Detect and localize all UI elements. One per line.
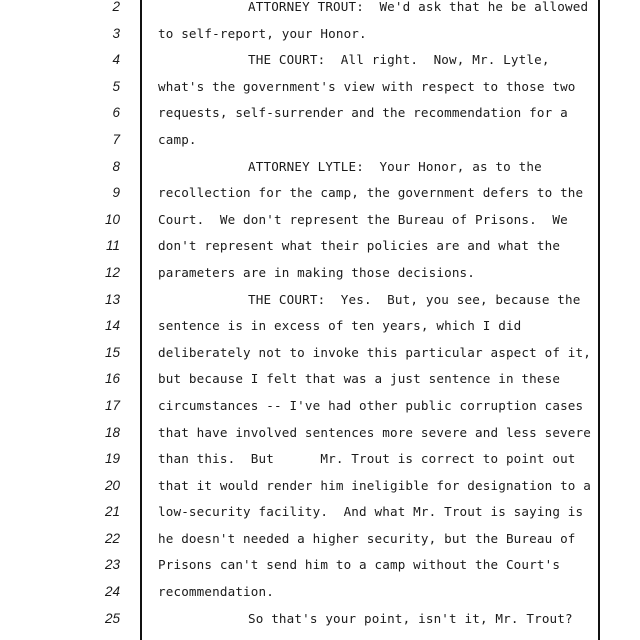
- line-text: THE COURT: All right. Now, Mr. Lytle,: [248, 52, 550, 68]
- line-text: low-security facility. And what Mr. Trout is saying is: [158, 504, 584, 520]
- line-text: sentence is in excess of ten years, which I did: [158, 318, 522, 334]
- line-text: recommendation.: [158, 584, 274, 600]
- line-number: 25: [104, 610, 120, 626]
- transcript-line: [0, 127, 640, 154]
- line-text: that it would render him ineligible for designation to a: [158, 477, 591, 493]
- transcript-line: [0, 154, 640, 181]
- line-number: 23: [104, 557, 120, 573]
- transcript-line: [0, 446, 640, 473]
- transcript-line: [0, 499, 640, 526]
- transcript-line: [0, 47, 640, 74]
- transcript-line: [0, 606, 640, 633]
- line-number: 8: [112, 158, 120, 174]
- line-number: 18: [104, 424, 120, 440]
- line-text: parameters are in making those decisions.: [158, 264, 476, 280]
- transcript-line: [0, 207, 640, 234]
- line-text: deliberately not to invoke this particular aspect of it,: [158, 344, 591, 360]
- line-number: 7: [112, 131, 120, 147]
- line-number: 11: [105, 238, 120, 254]
- transcript-line: [0, 473, 640, 500]
- transcript-line: [0, 552, 640, 579]
- line-number: 2: [112, 0, 120, 14]
- transcript-line: [0, 366, 640, 393]
- line-number: 12: [104, 264, 120, 280]
- transcript-line: [0, 100, 640, 127]
- line-text: but because I felt that was a just sentence in these: [158, 371, 561, 387]
- line-text: he doesn't needed a higher security, but the Bureau of: [158, 530, 576, 546]
- transcript-line: [0, 393, 640, 420]
- line-text: that have involved sentences more severe and less severe: [158, 424, 591, 440]
- transcript-line: [0, 287, 640, 314]
- line-text: what's the government's view with respect to those two: [158, 78, 576, 94]
- line-number: 19: [104, 451, 120, 467]
- line-number: 21: [104, 504, 120, 520]
- line-number: 13: [104, 291, 120, 307]
- line-text: camp.: [158, 131, 197, 147]
- line-text: requests, self-surrender and the recommendation for a: [158, 105, 568, 121]
- line-text: than this. But Mr. Trout is correct to point out: [158, 451, 576, 467]
- line-number: 24: [104, 584, 120, 600]
- line-number: 6: [112, 105, 120, 121]
- line-number: 3: [112, 25, 120, 41]
- transcript-line: [0, 180, 640, 207]
- line-number: 17: [104, 397, 120, 413]
- line-number: 20: [104, 477, 120, 493]
- line-number: 10: [104, 211, 120, 227]
- line-text: THE COURT: Yes. But, you see, because the: [248, 291, 581, 307]
- line-text: Court. We don't represent the Bureau of Prisons. We: [158, 211, 568, 227]
- line-text: recollection for the camp, the government defers to the: [158, 185, 584, 201]
- transcript-line: [0, 420, 640, 447]
- transcript-line: [0, 74, 640, 101]
- transcript-line: [0, 21, 640, 48]
- line-text: circumstances -- I've had other public corruption cases: [158, 397, 584, 413]
- line-number: 22: [104, 530, 120, 546]
- transcript-line: [0, 233, 640, 260]
- line-text: So that's your point, isn't it, Mr. Trout?: [248, 610, 573, 626]
- line-text: don't represent what their policies are and what the: [158, 238, 561, 254]
- transcript-line: [0, 579, 640, 606]
- transcript-line: [0, 260, 640, 287]
- line-number: 15: [104, 344, 120, 360]
- transcript-line: [0, 0, 640, 21]
- line-text: to self-report, your Honor.: [158, 25, 367, 41]
- line-text: ATTORNEY LYTLE: Your Honor, as to the: [248, 158, 542, 174]
- line-text: Prisons can't send him to a camp without the Court's: [158, 557, 561, 573]
- line-number: 16: [104, 371, 120, 387]
- transcript-line: [0, 526, 640, 553]
- line-text: ATTORNEY TROUT: We'd ask that he be allowed: [248, 0, 589, 14]
- line-number: 9: [112, 185, 120, 201]
- line-number: 5: [112, 78, 120, 94]
- line-number: 4: [112, 52, 120, 68]
- transcript-line: [0, 340, 640, 367]
- transcript-line: [0, 313, 640, 340]
- line-number: 14: [104, 318, 120, 334]
